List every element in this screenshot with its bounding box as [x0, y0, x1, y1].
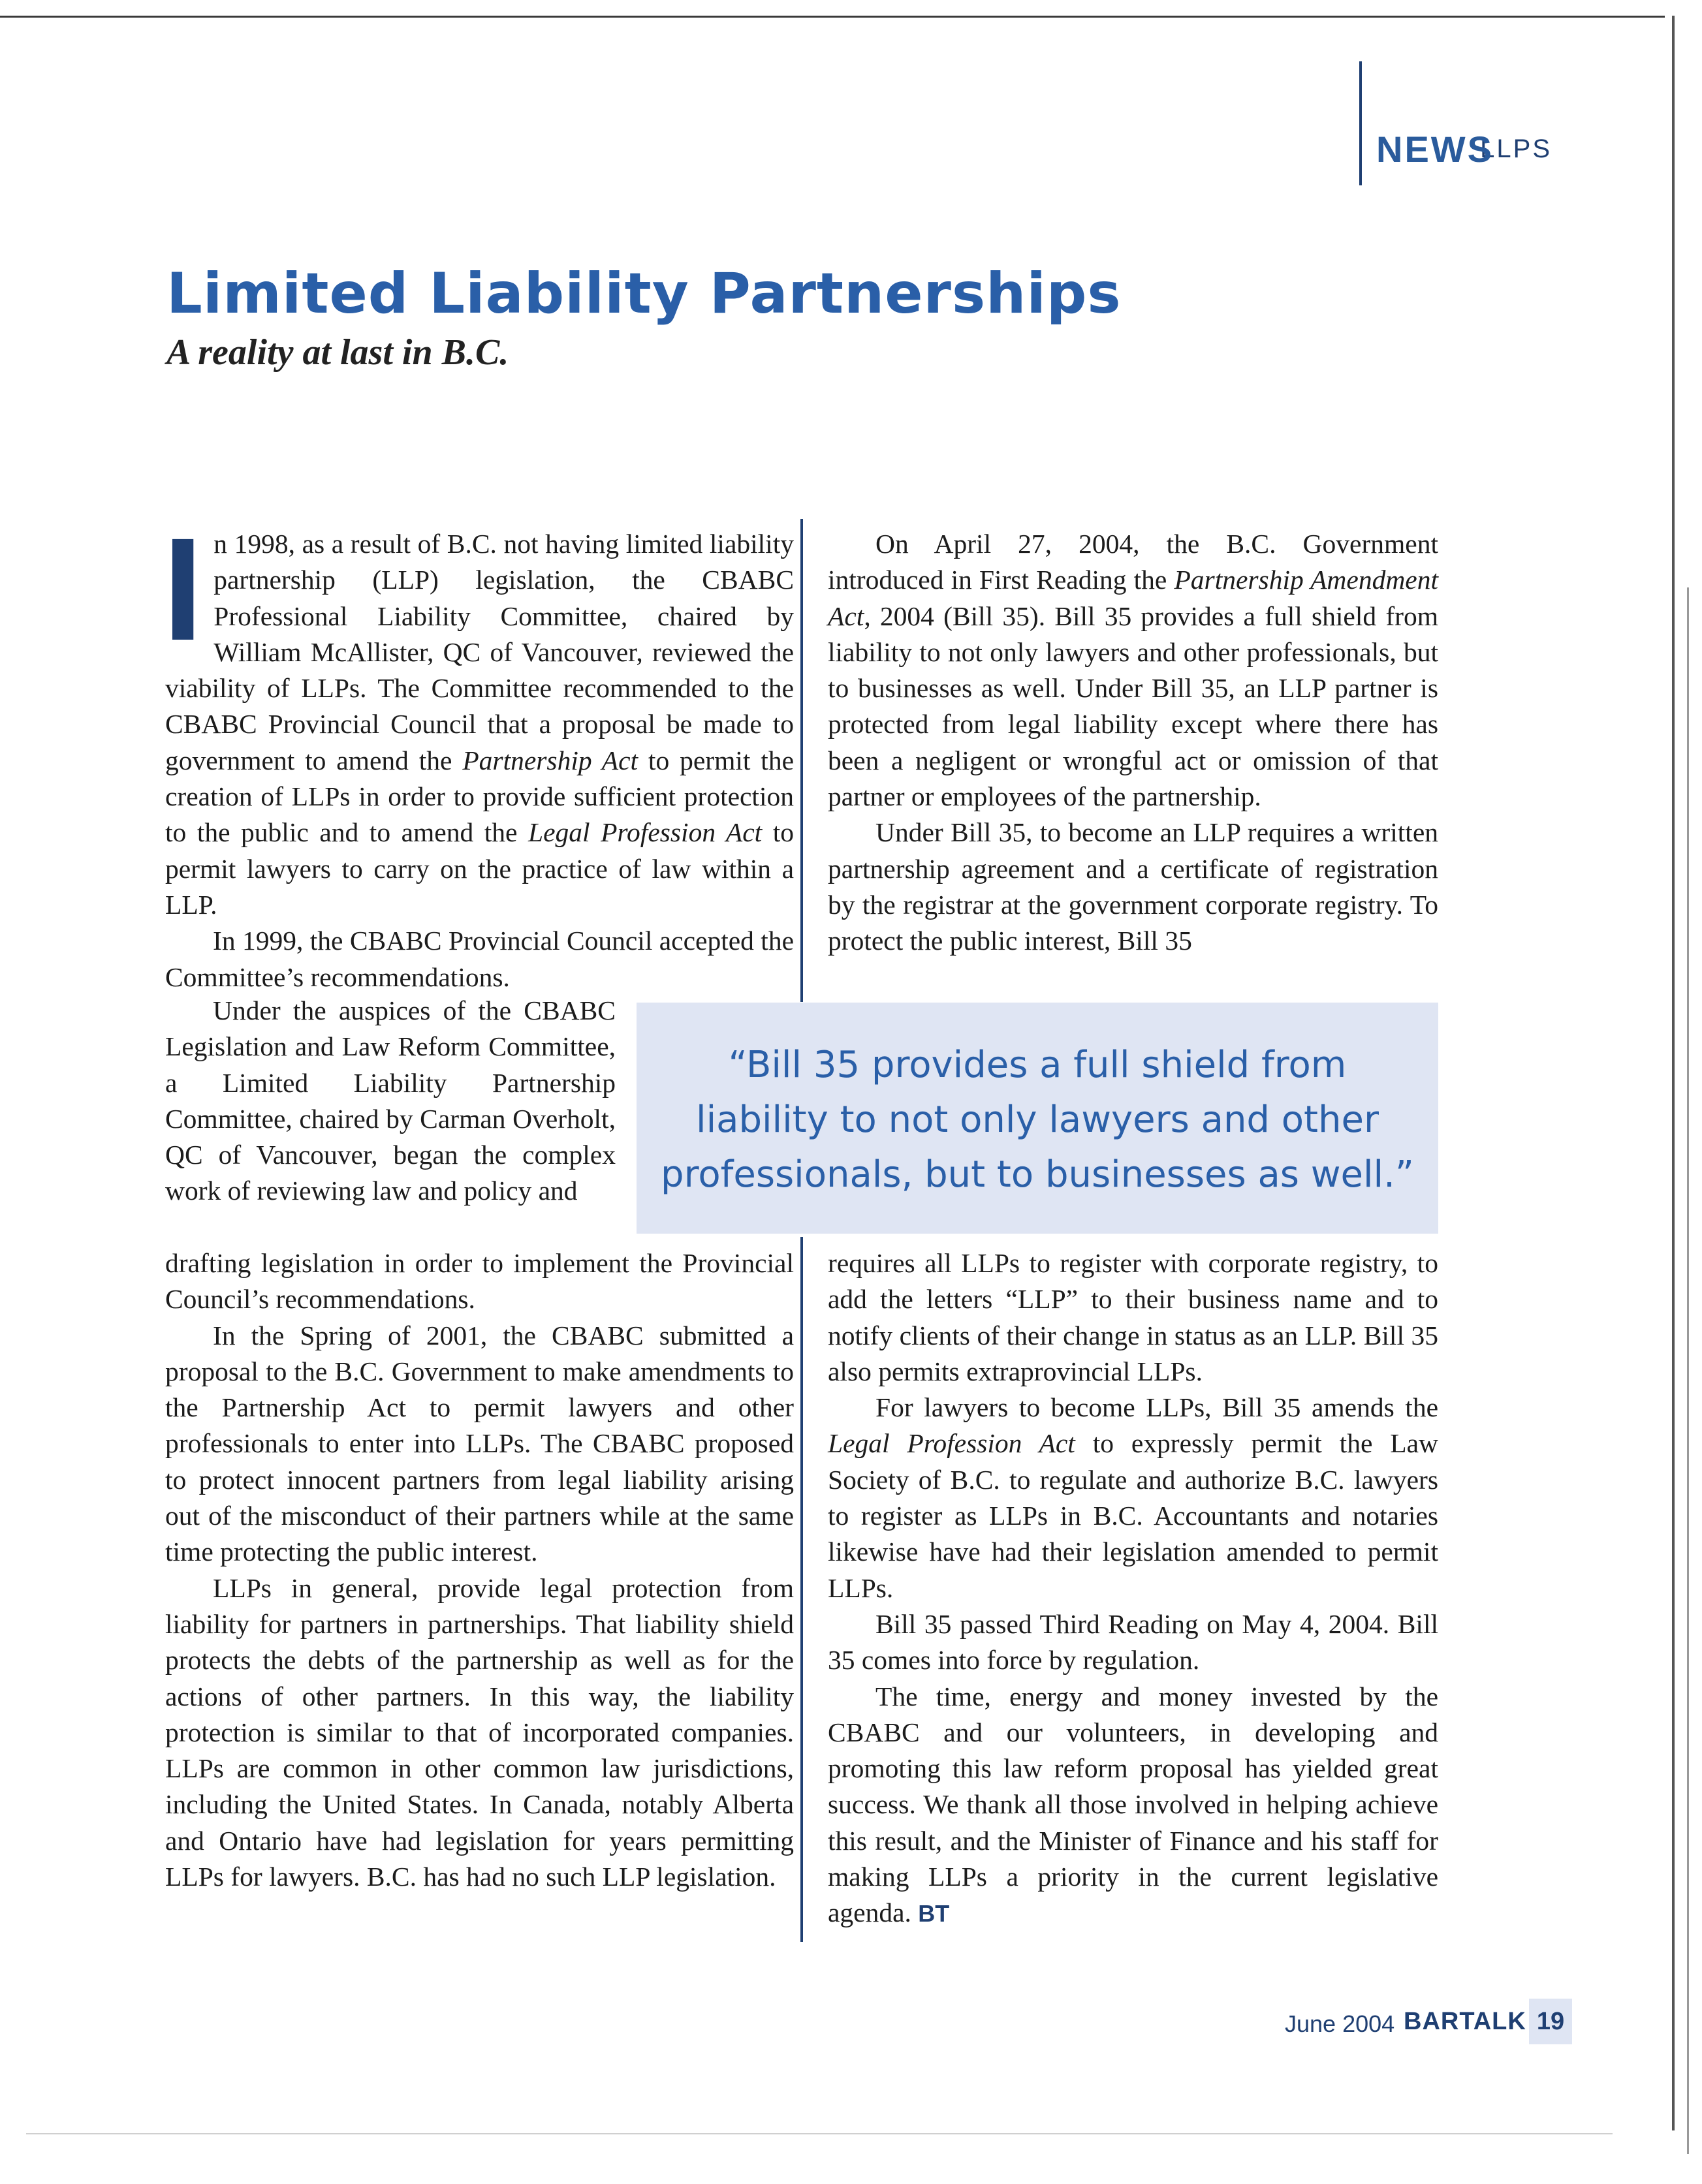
paragraph: In 1999, the CBABC Provincial Council accepted the Committee’s recommendations. [165, 926, 794, 992]
left-column-top [163, 508, 794, 995]
column-rule [800, 1237, 803, 1942]
paragraph: drafting legislation in order to implement the Provincial Council’s recommendations. [165, 1248, 794, 1315]
right-column-bottom [828, 1245, 1438, 1932]
top-rule [0, 16, 1665, 18]
page-edge-shadow [1687, 587, 1689, 2154]
left-column-bottom [165, 1245, 794, 1895]
paragraph: requires all LLPs to register with corporate registry, to add the letters “LLP” to their business name and to notify clients of their change in status as an LLP. Bill 35 also permits extraprovincial LLPs. [828, 1248, 1438, 1386]
left-column-middle [165, 993, 616, 1209]
paragraph: Bill 35 passed Third Reading on May 4, 2004. Bill 35 comes into force by regulation. [828, 1608, 1438, 1676]
paragraph: On April 27, 2004, the B.C. Government introduced in First Reading the Partnership Amendment Act, 2004 (Bill 35). Bill 35 provides a full shield from liability to not only lawyers and other professionals, but to businesses as well. Under Bill 35, an LLP partner is protected from legal liability except where there has been a negligent or wrongful act or omission of that partner or employees of the partnership. [828, 529, 1438, 812]
page-edge [1672, 16, 1675, 2130]
column-rule [800, 519, 803, 1002]
section-divider [1359, 61, 1362, 185]
page-number: 19 [1536, 2008, 1565, 2035]
article-subtitle: A reality at last in B.C. [166, 332, 509, 373]
footer-date: June 2004 [1285, 2010, 1395, 2037]
paragraph: Under the auspices of the CBABC Legislation and Law Reform Committee, a Limited Liability Partnership Committee, chaired by Carman Overholt, QC of Vancouver, began the complex work of reviewing law and policy and [165, 995, 616, 1206]
section-name: NEWS [1376, 129, 1494, 170]
drop-cap: I [163, 508, 204, 671]
footer-magazine: BARTALK [1404, 2008, 1526, 2035]
paragraph: In the Spring of 2001, the CBABC submitted a proposal to the B.C. Government to make amendments to the Partnership Act to permit lawyers and other professionals to enter into LLPs. The CBABC proposed to protect innocent partners from legal liability arising out of the misconduct of their partners while at the same time protecting the public interest. [165, 1320, 794, 1567]
paragraph: For lawyers to become LLPs, Bill 35 amends the Legal Profession Act to expressly permit the Law Society of B.C. to regulate and authorize B.C. lawyers to register as LLPs in B.C. Accountants and notaries likewise have had their legislation amended to permit LLPs. [828, 1392, 1438, 1603]
article-title: Limited Liability Partnerships [166, 261, 1122, 326]
pull-quote-text: “Bill 35 provides a full shield from liability to not only lawyers and other professionals, but to businesses as well.” [661, 1044, 1414, 1196]
paragraph: LLPs in general, provide legal protection from liability for partners in partnerships. That liability shield protects the debts of the partnership as well as for the actions of other partners. In this way, the liability protection is similar to that of incorporated companies. LLPs are common in other common law jurisdictions, including the United States. In Canada, notably Alberta and Ontario have had legislation for years permitting LLPs for lawyers. B.C. has had no such LLP legislation. [165, 1572, 794, 1892]
section-label: LLPS [1480, 134, 1552, 163]
paragraph: Under Bill 35, to become an LLP requires a written partnership agreement and a certificate of registration by the registrar at the government corporate registry. To protect the public interest, Bill 35 [828, 817, 1438, 956]
paragraph: The time, energy and money invested by the CBABC and our volunteers, in developing and promoting this law reform proposal has yielded great success. We thank all those involved in helping achieve this result, and the Minister of Finance and his staff for making LLPs a priority in the current legislative agenda. BT [828, 1681, 1438, 1928]
end-mark: BT [918, 1900, 950, 1927]
pull-quote [637, 1003, 1438, 1234]
paragraph: In 1998, as a result of B.C. not having limited liability partnership (LLP) legislation, the CBABC Professional Liability Committee, chaired by William McAllister, QC of Vancouver, reviewed the viability of LLPs. The Committee recommended to the CBABC Provincial Council that a proposal be made to government to amend the Partnership Act to permit the creation of LLPs in order to provide sufficient protection to the public and to amend the Legal Profession Act to permit lawyers to carry on the practice of law within a LLP. [163, 508, 794, 920]
bottom-rule [26, 2133, 1613, 2134]
right-column-top [828, 526, 1438, 959]
